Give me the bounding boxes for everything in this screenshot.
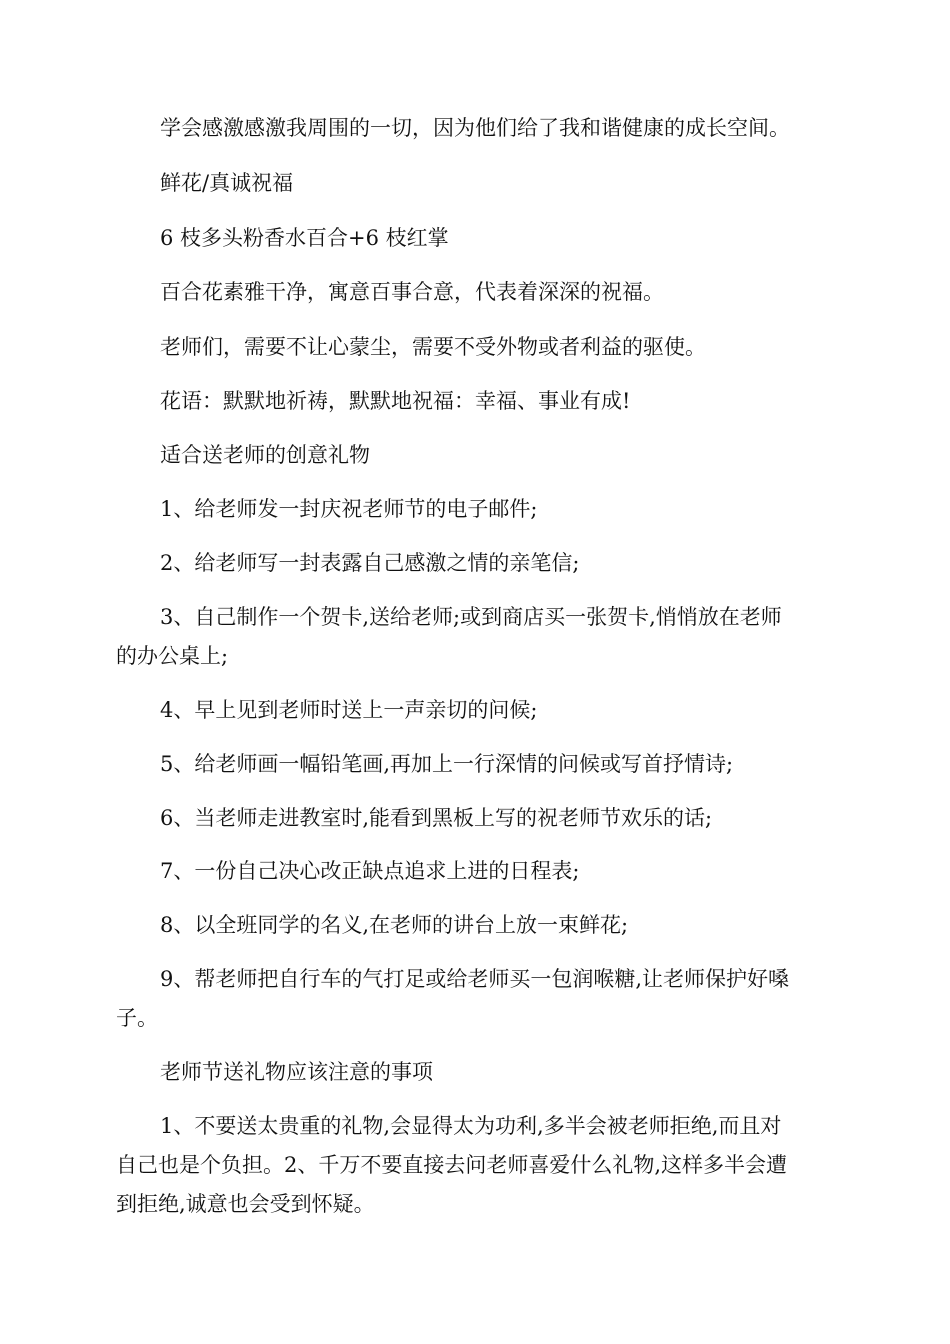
text-line: 花语：默默地祈祷，默默地祝福：幸福、事业有成!	[160, 389, 631, 413]
list-item-continuation: 的办公桌上;	[116, 644, 229, 668]
list-item-continuation: 到拒绝,诚意也会受到怀疑。	[116, 1192, 375, 1216]
text-line: 鲜花/真诚祝福	[160, 171, 294, 195]
text-line: 百合花素雅干净，寓意百事合意，代表着深深的祝福。	[160, 280, 664, 304]
list-item: 2、给老师写一封表露自己感激之情的亲笔信;	[160, 551, 580, 575]
list-item: 1、给老师发一封庆祝老师节的电子邮件;	[160, 497, 538, 521]
text-line: 6 枝多头粉香水百合+6 枝红掌	[160, 226, 449, 250]
list-item: 3、自己制作一个贺卡,送给老师;或到商店买一张贺卡,悄悄放在老师	[160, 605, 782, 629]
text-line: 学会感激感激我周围的一切，因为他们给了我和谐健康的成长空间。	[160, 116, 790, 140]
list-item: 6、当老师走进教室时,能看到黑板上写的祝老师节欢乐的话;	[160, 806, 713, 830]
list-item-continuation: 自己也是个负担。2、千万不要直接去问老师喜爱什么礼物,这样多半会遭	[116, 1153, 788, 1177]
list-item: 5、给老师画一幅铅笔画,再加上一行深情的问候或写首抒情诗;	[160, 752, 734, 776]
section-heading: 适合送老师的创意礼物	[160, 443, 370, 467]
list-item: 1、不要送太贵重的礼物,会显得太为功利,多半会被老师拒绝,而且对	[160, 1114, 782, 1138]
text-line: 老师们，需要不让心蒙尘，需要不受外物或者利益的驱使。	[160, 335, 706, 359]
list-item: 4、早上见到老师时送上一声亲切的问候;	[160, 698, 538, 722]
section-heading: 老师节送礼物应该注意的事项	[160, 1060, 433, 1084]
list-item: 8、以全班同学的名义,在老师的讲台上放一束鲜花;	[160, 913, 629, 937]
list-item: 7、一份自己决心改正缺点追求上进的日程表;	[160, 859, 580, 883]
list-item: 9、帮老师把自行车的气打足或给老师买一包润喉糖,让老师保护好嗓	[160, 967, 790, 991]
list-item-continuation: 子。	[116, 1006, 158, 1030]
